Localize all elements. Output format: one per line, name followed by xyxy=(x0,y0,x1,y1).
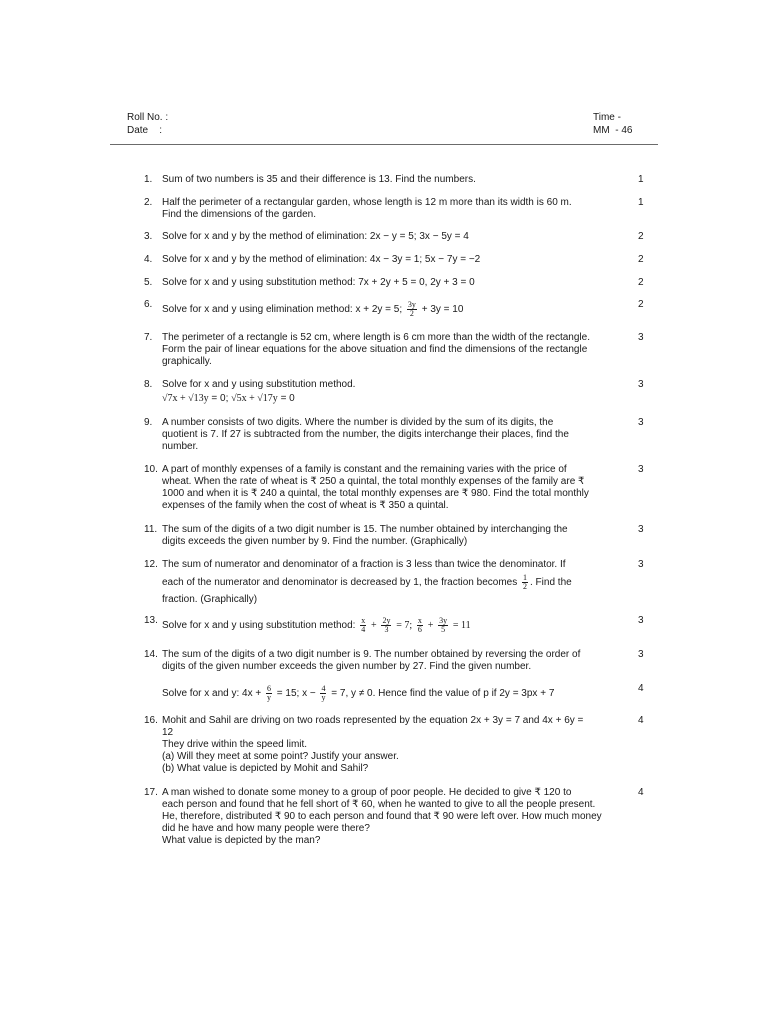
fraction-numerator: x xyxy=(361,616,366,625)
question-line-part: = 7, y ≠ 0. Hence find the value of p if 2y = 3px + 7 xyxy=(331,688,555,700)
question-text xyxy=(162,277,632,289)
question-4 xyxy=(144,254,642,266)
question-line: Mohit and Sahil are driving on two roads represented by the equation 2x + 3y = 7 and 4x + 6y = xyxy=(162,715,584,726)
fraction-numerator: 3y xyxy=(407,300,416,309)
question-line: The perimeter of a rectangle is 52 cm, where length is 6 cm more than the width of the rectangle. xyxy=(162,332,590,343)
question-line: Solve for x and y by the method of elimination: 4x − 3y = 1; 5x − 7y = −2 xyxy=(162,254,481,265)
question-number: 7. xyxy=(144,332,153,343)
question-line-part: . Find the xyxy=(530,577,572,589)
question-17 xyxy=(144,787,642,847)
question-line: digits exceeds the given number by 9. Find the number. (Graphically) xyxy=(162,536,468,547)
question-line: (a) Will they meet at some point? Justify your answer. xyxy=(162,751,399,762)
question-marks: 1 xyxy=(638,174,644,185)
question-number: 11. xyxy=(144,524,158,535)
question-text xyxy=(162,299,632,318)
question-text xyxy=(162,615,632,634)
question-line: 1000 and when it is ₹ 240 a quintal, the total monthly expenses are ₹ 980. Find the total monthly xyxy=(162,488,589,499)
question-line: They drive within the speed limit. xyxy=(162,739,308,750)
equation-text: = 11 xyxy=(452,620,471,632)
fraction-numerator: 4 xyxy=(321,684,326,693)
question-number: 5. xyxy=(144,277,153,288)
equation-line xyxy=(162,393,295,405)
question-line: What value is depicted by the man? xyxy=(162,835,321,846)
question-line: Half the perimeter of a rectangular garden, whose length is 12 m more than its width is 60 m. xyxy=(162,197,572,208)
question-text xyxy=(162,559,632,606)
question-line xyxy=(162,574,632,591)
question-line: Solve for x and y by the method of elimination: 2x − y = 5; 3x − 5y = 4 xyxy=(162,231,469,242)
question-line-part: Solve for x and y: 4x + xyxy=(162,688,262,700)
fraction-numerator: 2y xyxy=(382,616,391,625)
fraction xyxy=(360,617,366,634)
question-1 xyxy=(144,174,642,186)
question-line: did he have and how many people were there? xyxy=(162,823,370,834)
question-line: The sum of the digits of a two digit number is 15. The number obtained by interchanging the xyxy=(162,524,568,535)
header-right xyxy=(593,112,632,138)
question-marks: 2 xyxy=(638,277,644,288)
fraction xyxy=(407,301,417,318)
header-divider xyxy=(110,144,658,145)
operator: + xyxy=(371,620,377,632)
fraction xyxy=(266,685,272,702)
question-marks: 3 xyxy=(638,332,644,343)
question-line: The sum of numerator and denominator of a fraction is 3 less than twice the denominator. If xyxy=(162,559,566,570)
question-text xyxy=(162,174,632,186)
question-marks: 4 xyxy=(638,683,644,694)
question-15 xyxy=(144,683,642,702)
operator: + xyxy=(427,620,434,632)
question-2 xyxy=(144,197,642,221)
question-3 xyxy=(144,231,642,243)
fraction xyxy=(522,574,528,591)
roll-no-label: Roll No. : xyxy=(127,112,169,123)
question-text xyxy=(162,787,632,847)
question-16 xyxy=(144,715,642,775)
fraction-denominator: 3 xyxy=(384,625,389,634)
question-line: The sum of the digits of a two digit number is 9. The number obtained by reversing the order of xyxy=(162,649,581,660)
question-line: Solve for x and y using substitution method: 7x + 2y + 5 = 0, 2y + 3 = 0 xyxy=(162,277,475,288)
question-number: 16. xyxy=(144,715,158,726)
question-7 xyxy=(144,332,642,368)
question-line: number. xyxy=(162,441,199,452)
equation-term: √5x + √17y xyxy=(231,393,278,404)
question-6 xyxy=(144,299,642,318)
question-marks: 2 xyxy=(638,254,644,265)
fraction-denominator: 5 xyxy=(441,625,446,634)
question-line: A number consists of two digits. Where the number is divided by the sum of its digits, the xyxy=(162,417,554,428)
fraction-denominator: y xyxy=(267,693,271,702)
question-line: Solve for x and y using substitution method. xyxy=(162,379,356,390)
fraction-numerator: 1 xyxy=(523,573,527,582)
question-marks: 4 xyxy=(638,787,644,798)
question-10 xyxy=(144,464,642,512)
question-marks: 2 xyxy=(638,299,644,310)
question-line: graphically. xyxy=(162,356,212,367)
fraction-denominator: 6 xyxy=(417,625,422,634)
fraction xyxy=(381,617,391,634)
question-line: A part of monthly expenses of a family is constant and the remaining varies with the price of xyxy=(162,464,567,475)
question-line: Find the dimensions of the garden. xyxy=(162,209,316,220)
fraction-denominator: 2 xyxy=(409,309,414,318)
question-line: Sum of two numbers is 35 and their difference is 13. Find the numbers. xyxy=(162,174,476,185)
question-marks: 2 xyxy=(638,231,644,242)
equation-text: = 0; xyxy=(211,393,229,404)
fraction-numerator: 3y xyxy=(439,616,448,625)
question-14 xyxy=(144,649,642,673)
question-number: 13. xyxy=(144,615,158,626)
fraction xyxy=(320,685,326,702)
time-label: Time - xyxy=(593,112,621,123)
fraction-numerator: x xyxy=(417,616,422,625)
question-text xyxy=(162,332,632,368)
question-line: He, therefore, distributed ₹ 90 to each person and found that ₹ 90 were left over. How much money xyxy=(162,811,602,822)
question-marks: 3 xyxy=(638,417,644,428)
question-text xyxy=(162,683,632,702)
question-line: Solve for x and y using elimination method: x + 2y = 5; xyxy=(162,304,403,316)
question-text xyxy=(162,464,632,512)
question-text xyxy=(162,231,632,243)
question-line: digits of the given number exceeds the given number by 27. Find the given number. xyxy=(162,661,532,672)
question-number: 1. xyxy=(144,174,153,185)
question-text xyxy=(162,524,632,548)
question-marks: 3 xyxy=(638,379,644,390)
question-line-part: each of the numerator and denominator is decreased by 1, the fraction becomes xyxy=(162,577,518,589)
question-line: A man wished to donate some money to a group of poor people. He decided to give ₹ 120 to xyxy=(162,787,572,798)
question-line: expenses of the family when the cost of wheat is ₹ 350 a quintal. xyxy=(162,500,449,511)
question-line: (b) What value is depicted by Mohit and Sahil? xyxy=(162,763,369,774)
question-13 xyxy=(144,615,642,634)
fraction-denominator: 2 xyxy=(523,582,527,591)
question-text xyxy=(162,417,632,453)
fraction xyxy=(438,617,448,634)
question-line: + 3y = 10 xyxy=(421,304,464,316)
question-line: each person and found that he fell short of ₹ 60, when he wanted to give to all the people present. xyxy=(162,799,596,810)
max-marks-label: MM - 46 xyxy=(593,125,633,136)
question-5 xyxy=(144,277,642,289)
fraction-denominator: y xyxy=(321,693,326,702)
question-line: 12 xyxy=(162,727,174,738)
question-marks: 3 xyxy=(638,649,644,660)
date-label: Date : xyxy=(127,125,163,136)
question-number: 8. xyxy=(144,379,153,390)
equation-text: = 0 xyxy=(280,393,295,404)
question-number: 3. xyxy=(144,231,153,242)
fraction-denominator: 4 xyxy=(361,625,366,634)
question-text xyxy=(162,379,632,405)
question-line: wheat. When the rate of wheat is ₹ 250 a quintal, the total monthly expenses of the family are ₹ xyxy=(162,476,585,487)
question-9 xyxy=(144,417,642,453)
question-text xyxy=(162,197,632,221)
fraction xyxy=(417,617,423,634)
equation-term: √7x + √13y xyxy=(162,393,209,404)
header-left xyxy=(127,112,168,138)
question-marks: 3 xyxy=(638,615,644,626)
question-marks: 1 xyxy=(638,197,644,208)
question-number: 12. xyxy=(144,559,158,570)
question-number: 4. xyxy=(144,254,153,265)
question-line: quotient is 7. If 27 is subtracted from the number, the digits interchange their places, find the xyxy=(162,429,569,440)
question-marks: 3 xyxy=(638,524,644,535)
question-number: 17. xyxy=(144,787,158,798)
question-marks: 4 xyxy=(638,715,644,726)
question-line: fraction. (Graphically) xyxy=(162,594,258,605)
question-line: Solve for x and y using substitution method: xyxy=(162,620,356,632)
equation-text: = 7; xyxy=(396,620,413,632)
question-line: Form the pair of linear equations for the above situation and find the dimensions of the rectangle xyxy=(162,344,588,355)
question-text xyxy=(162,254,632,266)
question-12 xyxy=(144,559,642,606)
question-text xyxy=(162,715,632,775)
question-number: 9. xyxy=(144,417,153,428)
question-text xyxy=(162,649,632,673)
question-marks: 3 xyxy=(638,464,644,475)
question-number: 2. xyxy=(144,197,153,208)
question-marks: 3 xyxy=(638,559,644,570)
fraction-numerator: 6 xyxy=(267,684,271,693)
question-8 xyxy=(144,379,642,405)
question-number: 6. xyxy=(144,299,153,310)
question-number: 10. xyxy=(144,464,158,475)
question-line-part: = 15; x − xyxy=(276,688,316,700)
question-number: 14. xyxy=(144,649,158,660)
question-11 xyxy=(144,524,642,548)
